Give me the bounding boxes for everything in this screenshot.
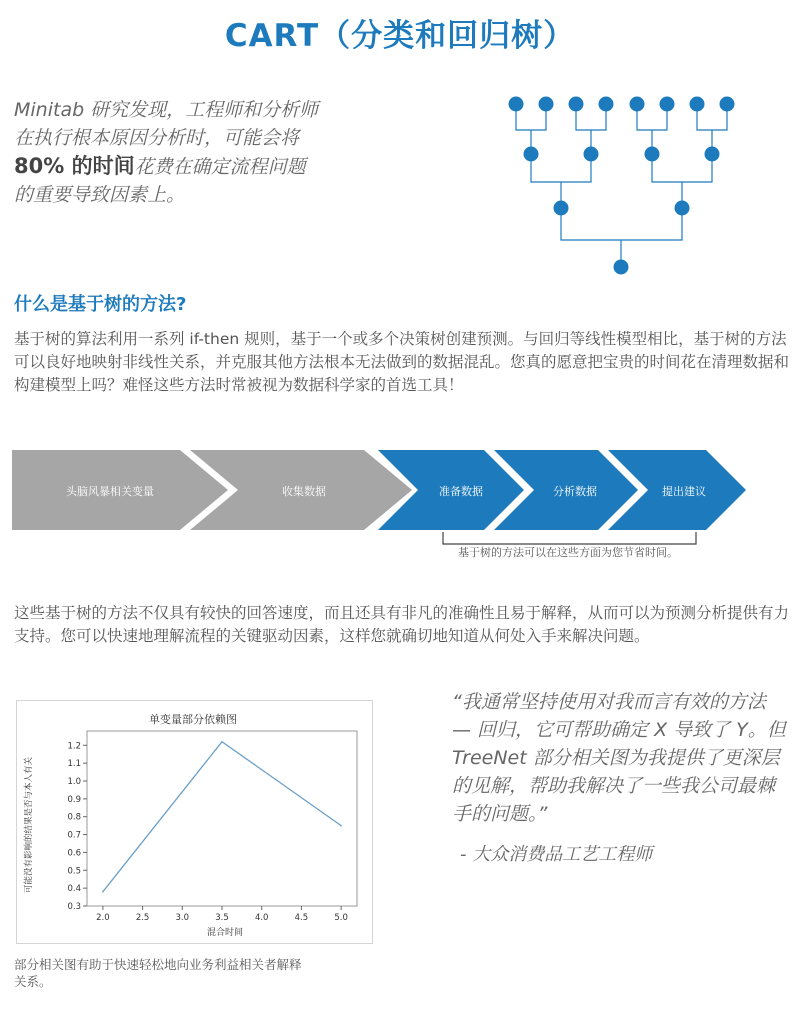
intro-highlight: 80% 的时间 bbox=[14, 154, 135, 178]
paragraph-tree-methods: 基于树的算法利用一系列 if-then 规则，基于一个或多个决策树创建预测。与回归等线性模型相比，基于树的方法可以良好地映射非线性关系，并克服其他方法根本无法做到的数据混乱。您真的愿意把宝贵的时间花在清理数据和构建模型上吗？难怪这些方法时常被视为数据科学家的首选工具！ bbox=[14, 330, 790, 394]
process-step-label-2: 收集数据 bbox=[282, 485, 326, 498]
paragraph-benefits: 这些基于树的方法不仅具有较快的回答速度，而且还具有非凡的准确性且易于解释，从而可以为预测分析提供有力支持。您可以快速地理解流程的关键驱动因素，这样您就确切地知道从何处入手来解决问题。 bbox=[14, 604, 790, 645]
chart-caption: 部分相关图有助于快速轻松地向业务利益相关者解释关系。 bbox=[14, 957, 302, 989]
chart-x-tick-label-6: 5.0 bbox=[334, 913, 348, 923]
chart-y-tick-label-5: 0.8 bbox=[67, 812, 81, 823]
chart-y-axis-label: 可能没有影响的结果是否与本人有关 bbox=[24, 756, 34, 894]
process-note: 基于树的方法可以在这些方面为您节省时间。 bbox=[458, 546, 678, 559]
chart-x-tick-label-5: 4.5 bbox=[294, 913, 309, 923]
chart-y-tick-label-7: 1.0 bbox=[67, 777, 81, 787]
intro-text-part1: Minitab 研究发现，工程师和分析师在执行根本原因分析时，可能会将 bbox=[14, 99, 319, 149]
section-title: 什么是基于树的方法? bbox=[14, 294, 187, 315]
chart-y-tick-label-0: 0.3 bbox=[67, 902, 81, 912]
chart-y-tick-label-6: 0.9 bbox=[67, 794, 81, 805]
intro-text bbox=[14, 96, 324, 209]
page-title: CART（分类和回归树） bbox=[224, 18, 576, 54]
process-step-label-4: 分析数据 bbox=[553, 485, 597, 498]
quote-author: - 大众消费品工艺工程师 bbox=[460, 844, 653, 865]
chart-x-axis-label: 混合时间 bbox=[206, 928, 244, 938]
chart-y-tick-label-9: 1.2 bbox=[67, 741, 81, 752]
chart-x-tick-label-4: 4.0 bbox=[254, 913, 269, 923]
chart-series-line-0 bbox=[103, 742, 341, 892]
chart-y-tick-label-3: 0.6 bbox=[67, 848, 81, 859]
customer-quote: “我通常坚持使用对我而言有效的方法 — 回归，它可帮助确定 X 导致了 Y。但 TreeNet 部分相关图为我提供了更深层的见解，帮助我解决了一些我公司最棘手的问题。” bbox=[452, 691, 786, 825]
process-step-label-3: 准备数据 bbox=[439, 485, 483, 498]
chart-plot-frame bbox=[87, 731, 357, 906]
process-step-label-5: 提出建议 bbox=[662, 485, 706, 498]
chart-x-tick-label-2: 3.0 bbox=[175, 913, 190, 923]
chart-svg bbox=[17, 701, 372, 943]
chart-y-tick-label-4: 0.7 bbox=[67, 830, 81, 841]
chart-point-0-1 bbox=[221, 741, 223, 743]
partial-dependence-chart bbox=[16, 700, 373, 944]
process-flow-diagram bbox=[0, 440, 800, 570]
chart-point-0-0 bbox=[102, 891, 104, 893]
chart-x-tick-label-3: 3.5 bbox=[215, 913, 229, 923]
process-step-label-1: 头脑风暴相关变量 bbox=[66, 485, 154, 498]
chart-x-tick-label-0: 2.0 bbox=[96, 913, 110, 923]
chart-y-tick-label-1: 0.4 bbox=[67, 884, 81, 895]
chart-y-tick-label-8: 1.1 bbox=[67, 759, 81, 770]
process-bracket bbox=[443, 532, 696, 544]
intro-text-part2: 花费在确定流程问题的重要导致因素上。 bbox=[14, 156, 306, 206]
chart-x-tick-label-1: 2.5 bbox=[135, 913, 150, 923]
decision-tree-icon bbox=[500, 92, 745, 282]
chart-y-tick-label-2: 0.5 bbox=[67, 866, 81, 877]
chart-point-0-2 bbox=[340, 825, 342, 827]
chart-title: 单变量部分依赖图 bbox=[149, 713, 237, 726]
